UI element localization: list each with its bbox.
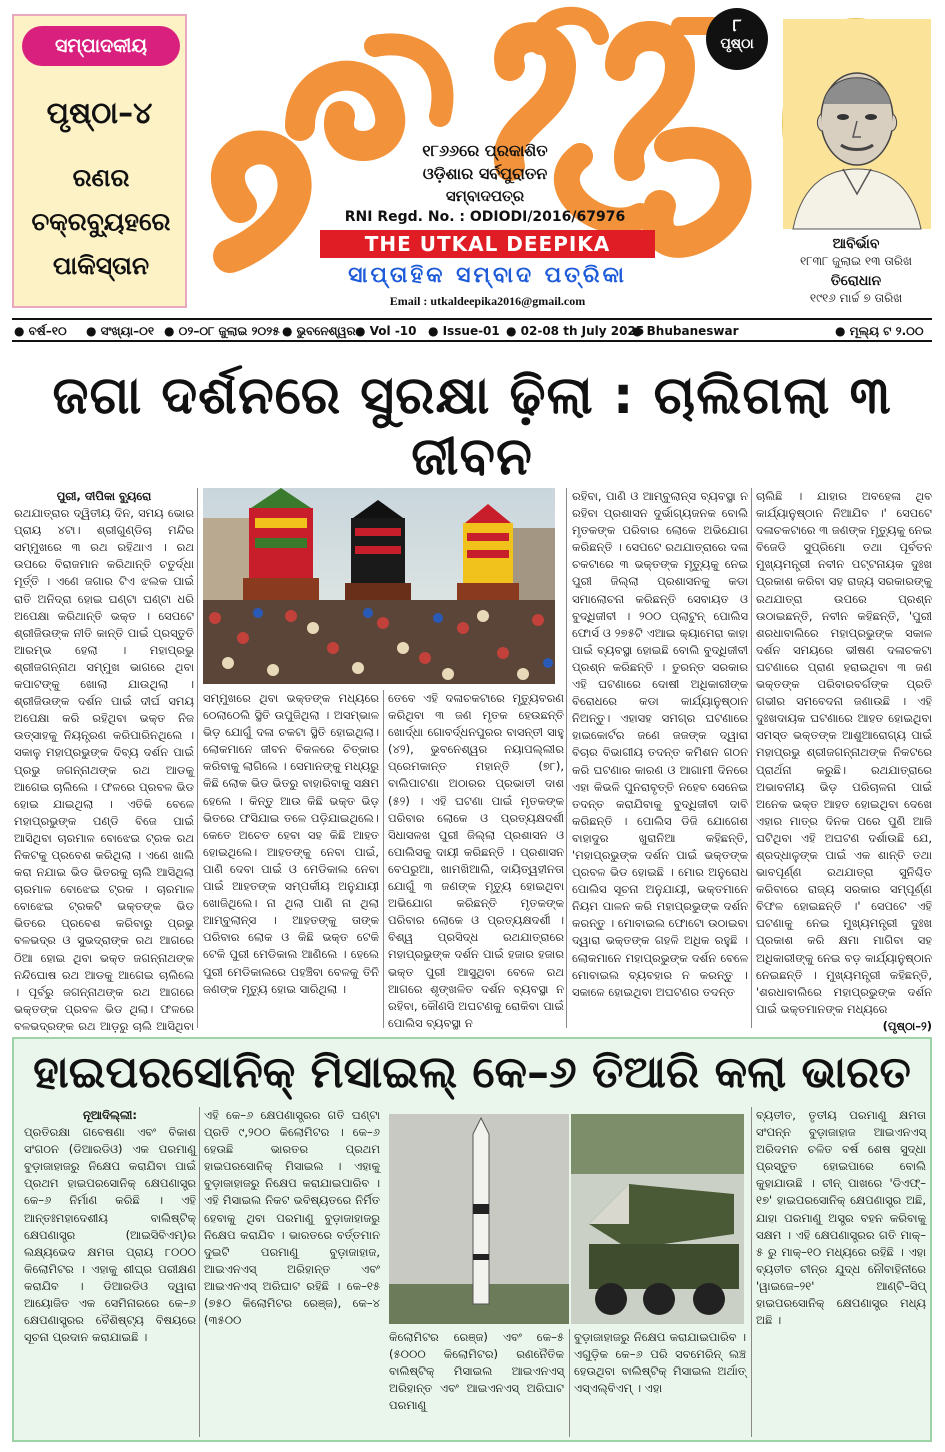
email-address[interactable]: Email : utkaldeepika2016@gmail.com <box>389 294 586 308</box>
rni-number: RNI Regd. No. : ODIODI/2016/67976 <box>344 209 626 225</box>
oldest-text: ଓଡ଼ିଶାର ସର୍ବପୁରାତନ <box>422 164 548 183</box>
lead-col5-text: ଚାଲିଛି । ଯାହାର ଅବହେଳା ଥିବ କାର୍ଯ୍ୟାନୁଷ୍ଠାନ ନିଆଯିବ ।' ସେପଟେ ଦଳାଚକଟାରେ ୩ ଜଣଙ୍କ ମୃତ୍ୟୁକୁ ନେଇ ବିଜେଡି ସୁପ୍ରିମୋ ତଥା ପୂର୍ବତନ ମୁଖ୍ୟମନ୍ତ୍ରୀ ନବୀନ ପଟ୍ଟନାୟକ ଦୁଃଖ ପ୍ରକାଶ କରିବା ସହ ରାଜ୍ୟ ସରକାରଙ୍କୁ ରଥଯାତ୍ରା ଉପରେ ପ୍ରଶ୍ନ ଉଠାଇଛନ୍ତି, ନବୀନ କହିଛନ୍ତି, 'ପୁରୀ ଶରଧାବାଲିରେ ମହାପ୍ରଭୁଙ୍କ ସକାଳ ଦର୍ଶନ ସମୟରେ ଭୀଷଣ ଦଳାଚକଟା ଘଟଣାରେ ପ୍ରାଣ ହରାଇଥିବା ୩ ଜଣ ଭକ୍ତଙ୍କ ପରିବାରବର୍ଗଙ୍କ ପ୍ରତି ଗଭୀର ସମବେଦନା ଜଣାଉଛି । ଏହି ଦୁଃଖଦାୟକ ଘଟଣାରେ ଆହତ ହୋଇଥିବା ସମସ୍ତ ଭକ୍ତଙ୍କ ଆଶୁଆରୋଗ୍ୟ ପାଇଁ ମହାପ୍ରଭୁ ଶ୍ରୀଜଗନ୍ନାଥଙ୍କ ନିକଟରେ ପ୍ରାର୍ଥନା କରୁଛି। ରଥଯାତ୍ରାରେ ଅଭାବନୀୟ ଭିଡ଼ ପରିଚାଳନା ପାଇଁ ଅନେକ ଭକ୍ତ ଆହତ ହୋଇଥିବା ଦେଖେ ଏହାର ମାତ୍ର ଦିନକ ପରେ ପୁଣି ଆଜି ଘଟିଥିବା ଏହି ଅଘଟଣ ଦର୍ଶାଉଛି ଯେ, ଶ୍ରଦ୍ଧାଳୁଙ୍କ ପାଇଁ ଏକ ଶାନ୍ତି ତଥା ଭାବପୂର୍ଣ୍ଣ ରଥଯାତ୍ରା ସୁନିଶ୍ଚିତ କରିବାରେ ରାଜ୍ୟ ସରକାର ସମ୍ପୂର୍ଣ୍ଣ ବିଫଳ ହୋଇଛନ୍ତି ।' ସେପଟେ ଏହି ଘଟଣାକୁ ନେଇ ମୁଖ୍ୟମନ୍ତ୍ରୀ ଦୁଃଖ ପ୍ରକାଶ କରି କ୍ଷମା ମାଗିବା ସହ ଅଧିକାରୀଙ୍କୁ ନେଇ ବଡ଼ କାର୍ଯ୍ୟାନୁଷ୍ଠାନ ନେଇଛନ୍ତି । ମୁଖ୍ୟମନ୍ତ୍ରୀ କହିଛନ୍ତି, 'ଶରଧାବାଲିରେ ମହାପ୍ରଭୁଙ୍କ ଦର୍ଶନ ପାଇଁ ଭକ୍ତମାନଙ୍କ ମଧ୍ୟରେ <box>756 489 932 1016</box>
lead-column-5 <box>756 488 932 1033</box>
dateline-place-en: ● Bhubaneswar <box>632 324 739 338</box>
missile-col1-text: ପ୍ରତିରକ୍ଷା ଗବେଷଣା ଏବଂ ବିକାଶ ସଂଗଠନ (ଡିଆରଡିଓ) ଏକ ପରମାଣୁ ବୁଡ଼ାଜାହାଜରୁ ନିକ୍ଷେପ କରାଯିବା ପାଇଁ ପ୍ରଥମ ହାଇପରସୋନିକ୍ କ୍ଷେପଣାସ୍ତ୍ର କେ–୬ ନିର୍ମାଣ କରିଛି । ଏହି ଆନ୍ତଃମହାଦେଶୀୟ ବାଲିଷ୍ଟିକ୍ କ୍ଷେପଣାସ୍ତ୍ର (ଆଇସିବିଏମ୍)ର ଲକ୍ଷ୍ୟଭେଦ କ୍ଷମତା ପ୍ରାୟ ୮୦୦୦ କିଲୋମିଟର । ଏହାକୁ ଶୀଘ୍ର ପରୀକ୍ଷଣ କରାଯିବ । ଡିଆରଡିଓ ଦ୍ୱାରା ଆୟୋଜିତ ଏକ ସେମିନାରରେ କେ–୬ କ୍ଷେପଣାସ୍ତ୍ରର ବୈଶିଷ୍ଟ୍ୟ ବିଷୟରେ ସୂଚନା ପ୍ରଦାନ କରାଯାଇଛି । <box>24 1125 196 1345</box>
missile-headline[interactable]: ହାଇପରସୋନିକ୍ ମିସାଇଲ୍ କେ–୬ ତିଆରି କଲା ଭାରତ <box>33 1047 911 1098</box>
missile-story-box <box>12 1037 932 1442</box>
editorial-headline-line2: ଚକ୍ରବ୍ୟୁହରେ <box>31 207 171 236</box>
missile-col3-text: କିଲୋମିଟର ରେଞ୍ଜ) ଏବଂ କେ–୫ (୫୦୦୦ କିଲୋମିଟର) ରଣନୈତିକ ବାଲିଷ୍ଟିକ୍ ମିସାଇଲ ଆଇଏନଏସ୍ ଅରିହାନ୍ତ ଏବଂ ଆଇଏନଏସ୍ ଅରିଘାଟ ପରମାଣୁ <box>389 1330 564 1413</box>
missile-column-2 <box>204 1107 380 1437</box>
lead-col4-text: ରହିବା, ପାଣି ଓ ଆମ୍ବୁଲାନ୍ସ ବ୍ୟବସ୍ଥା ନ ରହିବା ପ୍ରଶାସନ ଦୁର୍ଭାଗ୍ୟଜନକ ବୋଲି ମୃତକଙ୍କ ପରିବାର ଲୋକେ ଅଭିଯୋଗ କରିଛନ୍ତି । ସେପଟେ ରଥଯାତ୍ରାରେ ଦଳା ଚକଟାରେ ୩ ଭକ୍ତଙ୍କ ମୃତ୍ୟୁକୁ ନେଇ ପୁରୀ ଜିଲ୍ଲା ପ୍ରଶାସନକୁ କଡା ସମାଲୋଚନା କରିଛନ୍ତି ସେବାୟତ ଓ ବୁଦ୍ଧିଜୀବୀ । ୨୦୦ ପ୍ଲାଟୁନ୍ ପୋଲିସ ଫୋର୍ସ ଓ ୨୭୫ଟି ଏଆଇ କ୍ୟାମେରା କାହା ପାଇଁ ବ୍ୟବସ୍ଥା ହୋଇଛି ବୋଲି ବୁଦ୍ଧିଜୀବୀ ପ୍ରଶ୍ନ କରିଛନ୍ତି । ତୁରନ୍ତ ସରକାର ଏହି ଘଟଣାରେ ଦୋଷୀ ଅଧିକାରୀଙ୍କ ବିରୋଧରେ କଡା କାର୍ଯ୍ୟାନୁଷ୍ଠାନ ନିଅନ୍ତୁ। ଏହାସହ ସମଗ୍ର ଘଟଣାରେ ହାଇକୋର୍ଟର ଜଣେ ଜଜଙ୍କ ଦ୍ୱାରା ବିଚାର ବିଭାଗୀୟ ତଦନ୍ତ କମିଶନ ଗଠନ କରି ଘଟଣାର କାରଣ ଓ ଆଗାମୀ ଦିନରେ ଏହା କିଭଳି ପୁନରାବୃତ୍ତି ନହେବ ସେନେଇ ତଦନ୍ତ କରାଯିବାକୁ ବୁଦ୍ଧିଜୀବୀ ଦାବି କରିଛନ୍ତି । ପୋଲିସ ଡିଜି ଯୋଗେଶ ବାହାଦୁର ଖୁରାନିଆ କହିଛନ୍ତି, 'ମହାପ୍ରଭୁଙ୍କ ଦର୍ଶନ ପାଇଁ ଭକ୍ତଙ୍କ ପ୍ରବଳ ଭିଡ ହୋଇଛି । ମୋର ଅନୁରୋଧ ପୋଲିସ ସୂଚନା ଅନୁଯାୟୀ, ଭକ୍ତମାନେ ନିୟମ ପାଳନ କରି ମହାପ୍ରଭୁଙ୍କ ଦର୍ଶନ କରନ୍ତୁ । ମୋବାଇଲ ଫୋଟୋ ଉଠାଇବା ଦ୍ୱାରା ଭକ୍ତଙ୍କ ଗହଳି ଅଧିକ ରହୁଛି । ଲୋକମାନେ ମହାପ୍ରଭୁଙ୍କ ଦର୍ଶନ ବେଳେ ମୋବାଇଲ ବ୍ୟବହାର ନ କରନ୍ତୁ । ସକାଳେ ହୋଇଥିବା ଅଘଟଣର ତଦନ୍ତ <box>572 489 748 999</box>
paper-type-text: ସମ୍ବାଦପତ୍ର <box>445 187 525 205</box>
lead-col1-text: ରଥଯାତ୍ରାର ଦ୍ୱିତୀୟ ଦିନ, ସମୟ ଭୋର ପ୍ରାୟ ୪ଟା। ଶ୍ରୀଗୁଣ୍ଡିଚା ମନ୍ଦିର ସମ୍ମୁଖରେ ୩ ରଥ ରହିଥାଏ । ରଥ ଉପରେ ବିରାଜମାନ କରିଥାନ୍ତି ଚତୁର୍ଦ୍ଧା ମୂର୍ତ୍ତି । ଏଣେ ଜଗାର ଟିଏ ଝଲକ ପାଇଁ ରାତି ଅନିଦ୍ରା ହୋଇ ଘଣ୍ଟା ଘଣ୍ଟା ଧରି ଅପେକ୍ଷା କରିଥାନ୍ତି ଭକ୍ତ । ସେପଟେ ଶ୍ରୀଜିଉଙ୍କ ନୀତି କାନ୍ତି ପାଇଁ ପ୍ରସ୍ତୁତି ଆରମ୍ଭ ହେଲା । ମହାପ୍ରଭୁ ଶ୍ରୀଜଗନ୍ନାଥ ସମ୍ମୁଖ ଭାଗରେ ଥିବା କପାଟଙ୍କୁ ଖୋଲା ଯାଉଥିଲା । ଶ୍ରୀଜିଉଙ୍କ ଦର୍ଶନ ପାଇଁ ଦୀର୍ଘ ସମୟ ଅପେକ୍ଷା କରି ରହିଥିବା ଭକ୍ତ ନିଜ ଉତ୍ସାହକୁ ନିୟନ୍ତ୍ରଣ କରିପାରିନଥିଲେ । ସକାଳୁ ମହାପ୍ରଭୁଙ୍କ ଦିବ୍ୟ ଦର୍ଶନ ପାଇଁ ପ୍ରଭୁ ଜଗନ୍ନାଥଙ୍କ ରଥ ଆଡକୁ ଆଗେଇ ଚାଲିଲେ । ଫଳରେ ପ୍ରବଳ ଭିଡ ହୋଇ ଯାଇଥିଲା । ଏତିକି ବେଳେ ମହାପ୍ରଭୁଙ୍କ ପଣ୍ଡି ବିଜେ ପାଇଁ ଆସିଥିବା ଚାରମାଳ ବୋଝେଇ ଟ୍ରକ ରଥ ନିକଟକୁ ପ୍ରବେଶ କରିଥିଲା । ଏଣେ ଖାଲି କରା ନଯାଇ ଭିଡ ଭିତରକୁ ଚାଲି ଆସିଥିଲା ଚାରମାଳ ବୋଝେଇ ଟ୍ରକ । ଚାରମାଳ ବୋଝେଇ ଟ୍ରକଟି ଭକ୍ତଙ୍କ ଭିଡ ଭିତରେ ପ୍ରବେଶ କରିବାରୁ ପ୍ରଭୁ ବଳଭଦ୍ର ଓ ସୁଭଦ୍ରାଙ୍କ ରଥ ଆଗରେ ଠିଆ ହୋଇ ଥିବା ଭକ୍ତ ଜଗନ୍ନାଥଙ୍କ ନନ୍ଦିଘୋଷ ରଥ ଆଡକୁ ଆଗେଇ ଚାଲିଲେ । ପୂର୍ବରୁ ଜଗନ୍ନାଥଙ୍କ ରଥ ଆଗରେ ଭକ୍ତଙ୍କ ପ୍ରବଳ ଭିଡ ଥିଲା। ଫଳରେ ବଳଭଦ୍ରଙ୍କ ରଥ ଆଡ଼ରୁ ଚାଲି ଆସିଥିବା <box>14 506 194 1033</box>
established-text: ୧୮୬୬ରେ ପ୍ରକାଶିତ <box>422 141 548 160</box>
dateline-issue: ● ସଂଖ୍ୟା–୦୧ <box>86 324 155 338</box>
founder-death-date: ୧୯୧୬ ମାର୍ଚ୍ଚ ୭ ତାରିଖ <box>809 291 903 305</box>
rath-yatra-photo <box>203 488 555 684</box>
missile-col5-text: ବ୍ୟତୀତ, ତୃତୀୟ ପରମାଣୁ କ୍ଷମତା ସଂପନ୍ନ ବୁଡ଼ାଜାହାଜ ଆଇଏନଏସ୍ ଅରିଦମନ ଚଳିତ ବର୍ଷ ଶେଷ ସୁଦ୍ଧା ପ୍ରସ୍ତୁତ ହୋଇପାରେ ବୋଲି କୁହାଯାଉଛି । ଚୀନ୍ ପାଖରେ 'ଡିଏଫ୍–୧୭' ହାଇପରସୋନିକ୍ କ୍ଷେପଣାସ୍ତ୍ର ଅଛି, ଯାହା ପରମାଣୁ ଅସ୍ତ୍ର ବହନ କରିବାକୁ ସକ୍ଷମ । ଏହି କ୍ଷେପଣାସ୍ତ୍ରର ଗତି ମାକ୍–୫ ରୁ ମାକ୍–୧୦ ମଧ୍ୟରେ ରହିଛି । ଏହା ବ୍ୟତୀତ ଚୀନ୍ର ଯୁଦ୍ଧ ନୌବାହିନୀରେ 'ୱାଇଜେ–୨୧' ଆଣ୍ଟି–ସିପ୍ ହାଇପରସୋନିକ୍ କ୍ଷେପଣାସ୍ତ୍ର ମଧ୍ୟ ଅଛି । <box>756 1108 926 1328</box>
editorial-page: ପୃଷ୍ଠା–୪ <box>46 96 153 131</box>
missile-photo-illustration <box>389 1114 744 1324</box>
lead-headline[interactable]: ଜଗା ଦର୍ଶନରେ ସୁରକ୍ଷା ଢ଼ିଲା : ଚାଲିଗଲା ୩ ଜୀବନ <box>52 366 892 487</box>
dateline-date: ● ୦୨–୦୮ ଜୁଲାଇ ୨୦୨୫ <box>164 324 280 338</box>
column-divider <box>751 1107 752 1437</box>
lead-col3-text: ତେବେ ଏହି ଦଳାଚକଟାରେ ମୃତ୍ୟୁବରଣ କରିଥିବା ୩ ଜଣ ମୃତକ ହେଉଛନ୍ତି ଖୋର୍ଦ୍ଧା ଗୋବର୍ଦ୍ଧନପୁରର ବାସନ୍ତୀ ସାହୁ (୪୨), ଭୁବନେଶ୍ୱର ନୟାପଲ୍ଲୀର ପ୍ରେମକାନ୍ତ ମହାନ୍ତି (୭୮), ବାଲିପାଟଣା ଅଠାରର ପ୍ରଭାତୀ ଦାଶ (୫୨) । ଏହି ଘଟଣା ପାଇଁ ମୃତକଙ୍କ ପରିବାର ଲୋକେ ଓ ପ୍ରତ୍ୟକ୍ଷଦର୍ଶୀ ସିଧାସଳଖ ପୁରୀ ଜିଲ୍ଲା ପ୍ରଶାସନ ଓ ପୋଲିସକୁ ଦାୟୀ କରିଛନ୍ତି । ପ୍ରଶାସନ ବେପରୁଆ, ଖାମଖିଆଲି, ଦାୟିତ୍ୱହୀନତା ଯୋଗୁଁ ୩ ଜଣଙ୍କ ମୃତ୍ୟୁ ହୋଇଥିବା ଅଭିଯୋଗ କରିଛନ୍ତି ମୃତକଙ୍କ ପରିବାର ଲୋକେ ଓ ପ୍ରତ୍ୟକ୍ଷଦର୍ଶୀ । ବିଶ୍ୱ ପ୍ରସିଦ୍ଧ ରଥଯାତ୍ରାରେ ମହାପ୍ରଭୁଙ୍କ ଦର୍ଶନ ପାଇଁ ହଜାର ହଜାର ଭକ୍ତ ପୁରୀ ଆସୁଥିବା ବେଳେ ରଥ ଆଗରେ ଶୃଙ୍ଖଳିତ ଦର୍ଶନ ବ୍ୟବସ୍ଥା ନ ରହିବା, କୌଣସି ଅଘଟଣକୁ ରୋକିବା ପାଇଁ ପୋଲିସ ବ୍ୟବସ୍ଥା ନ <box>388 691 564 1030</box>
dateline-year: ● ବର୍ଷ–୧୦ <box>14 324 67 338</box>
dateline-price: ● ମୂଲ୍ୟ ଟ ୨.୦୦ <box>835 324 924 338</box>
missile-photo <box>389 1114 744 1324</box>
editorial-box[interactable] <box>12 14 187 308</box>
missile-byline: ନୂଆଦିଲ୍ଲୀ: <box>82 1108 138 1122</box>
dateline-volume: ● Vol -10 <box>355 324 417 338</box>
missile-column-4 <box>574 1329 746 1437</box>
founder-portrait <box>782 18 930 228</box>
dateline-date-en: ● 02-08 th July 2025 <box>506 324 645 338</box>
editorial-headline-line3: ପାକିସ୍ତାନ <box>52 251 150 280</box>
dateline-bar <box>12 318 932 342</box>
lead-column-3 <box>388 690 564 1028</box>
lead-column-4 <box>572 488 748 1028</box>
missile-column-3 <box>389 1329 564 1437</box>
founder-portrait-illustration <box>783 19 931 229</box>
missile-col4-text: ବୁଡ଼ାଜାହାଜରୁ ନିକ୍ଷେପ କରାଯାଇପାରିବ । ଏଗୁଡ଼ିକ କେ–୬ ପରି ସବମେରିନ୍ ଲଞ୍ଚ ହେଉଥିବା ବାଲିଷ୍ଟିକ୍ ମିସାଇଲ ଅର୍ଥାତ୍ ଏସ୍ଏଲ୍ବିଏମ୍ । ଏହା <box>574 1330 746 1396</box>
column-divider <box>569 1329 570 1437</box>
column-divider <box>197 488 198 1028</box>
column-divider <box>751 488 752 1028</box>
weekly-tagline: ସାପ୍ତାହିକ ସମ୍ବାଦ ପତ୍ରିକା <box>348 263 627 288</box>
english-title: THE UTKAL DEEPIKA <box>320 230 655 258</box>
founder-birth-label: ଆବିର୍ଭାବ <box>832 236 880 252</box>
page-number-badge <box>706 8 768 70</box>
editorial-headline-line1: ରଣର <box>72 163 130 192</box>
dateline-issue-en: ● Issue-01 <box>428 324 500 338</box>
founder-birth-date: ୧୮୩୮ ଜୁଲାଇ ୧୩ ତାରିଖ <box>800 254 912 268</box>
founder-death-label: ତିରୋଧାନ <box>830 273 882 289</box>
lead-byline: ପୁରୀ, ଦୀପିକା ବ୍ୟୁରୋ <box>56 489 152 503</box>
rath-yatra-photo-illustration <box>203 488 555 684</box>
missile-column-5 <box>756 1107 926 1437</box>
column-divider <box>383 690 384 1028</box>
page-label: ପୃଷ୍ଠା <box>720 36 754 52</box>
lead-column-2 <box>203 690 379 1028</box>
dateline-place: ● ଭୁବନେଶ୍ୱର <box>282 324 356 338</box>
lead-column-1 <box>14 488 194 1033</box>
column-divider <box>566 488 567 1028</box>
missile-col2-text: ଏହି କେ–୬ କ୍ଷେପଣାସ୍ତ୍ରର ଗତି ଘଣ୍ଟା ପ୍ରତି ୯,୨୦୦ କିଲୋମିଟର । କେ–୬ ହେଉଛି ଭାରତର ପ୍ରଥମ ହାଇପରସୋନିକ୍ ମିସାଇଲ । ଏହାକୁ ବୁଡ଼ାଜାହାଜରୁ ନିକ୍ଷେପ କରାଯାଇପାରିବ । ଏହି ମିସାଇଲ ନିକଟ ଭବିଷ୍ୟତରେ ନିର୍ମିତ ହେବାକୁ ଥିବା ପରମାଣୁ ବୁଡ଼ାଜାହାଜରୁ ନିକ୍ଷେପ କରାଯିବ । ଭାରତରେ ବର୍ତ୍ତମାନ ଦୁଇଟି ପରମାଣୁ ବୁଡ଼ାଜାହାଜ, ଆଇଏନଏସ୍ ଅରିହାନ୍ତ ଏବଂ ଆଇଏନଏସ୍ ଅରିଘାଟ ରହିଛି । କେ–୧୫ (୭୫୦ କିଲୋମିଟର ରେଞ୍ଜ), କେ–୪ (୩୫୦୦ <box>204 1108 380 1328</box>
editorial-tag: ସମ୍ପାଦକୀୟ <box>22 26 180 66</box>
masthead <box>200 6 765 306</box>
editorial-headline <box>22 156 180 288</box>
page-number: ୮ <box>732 16 742 36</box>
missile-column-1 <box>24 1107 196 1437</box>
continued-link[interactable]: (ପୃଷ୍ଠା–୨) <box>882 1018 932 1033</box>
lead-col2-text: ସମ୍ମୁଖରେ ଥିବା ଭକ୍ତଙ୍କ ମଧ୍ୟରେ ଠେଲାଠେଲି ସ୍ଥିତି ଉପୁଜିଥିଲା । ଅସମ୍ଭାଳ ଭିଡ଼ ଯୋଗୁଁ ଦଳା ଚକଟା ସ୍ଥିତି ହୋଇଥିଲା। ଲୋକମାନେ ଜୀବନ ବିକଳରେ ଚିତ୍କାର କରିବାକୁ ଲାଗିଲେ । ସେମାନଙ୍କୁ ମଧ୍ୟରୁ କିଛି ଲୋକ ଭିଡ ଭିତରୁ ବାହାରିବାକୁ ସକ୍ଷମ ହେଲେ । କିନ୍ତୁ ଆଉ କିଛି ଭକ୍ତ ଭିଡ଼ ଭିତରେ ଫସିଯାଇ ତଳେ ପଡ଼ିଯାଇଥିଲେ। କେତେ ଅଚେତ ହେବା ସହ କିଛି ଆହତ ହୋଇଥିଲେ। ଆହତଙ୍କୁ ନେବା ପାଇଁ, ପାଣି ଦେବା ପାଇଁ ଓ ମେଡିକାଲ ନେବା ପାଇଁ ଆହତଙ୍କ ସମ୍ପର୍କୀୟ ଅନୁଯାୟୀ ଖୋଜିଥିଲେ। ନା ଥିଲା ପାଣି ନା ଥିଲା ଆମ୍ବୁଲାନ୍ସ । ଆହତଙ୍କୁ ତାଙ୍କ ପରିବାର ଲୋକ ଓ କିଛି ଭକ୍ତ ଟେକି ଟେକି ପୁରୀ ମେଡିକାଲ ଆଣିଲେ । ହେଲେ ପୁରୀ ମେଡିକାଲରେ ପହଞ୍ଚିବା ବେଳକୁ ତିନି ଜଣଙ୍କ ମୃତ୍ୟୁ ହୋଇ ସାରିଥିଲା । <box>203 691 379 996</box>
column-divider <box>199 1107 200 1437</box>
